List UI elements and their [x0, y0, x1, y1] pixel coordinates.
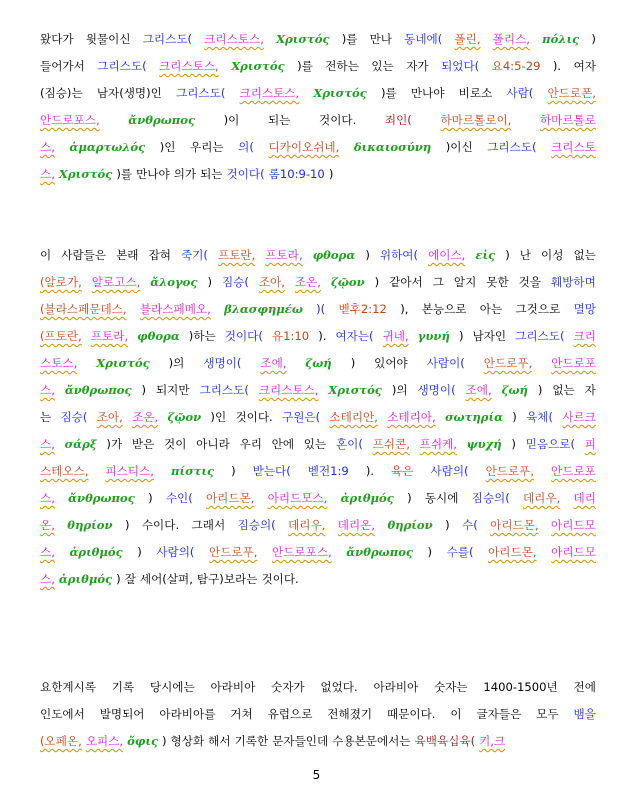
text-run: )	[427, 545, 433, 559]
text-line	[40, 543, 596, 561]
text-run: 아리드몬,	[490, 518, 539, 532]
text-run: 전하는	[325, 59, 359, 73]
text-line	[40, 246, 596, 264]
text-run: 이	[40, 248, 52, 262]
text-run: 는	[40, 410, 52, 424]
text-run: )를	[380, 86, 397, 100]
text-run: 폴리스,	[492, 32, 530, 46]
text-run: 글자들은	[476, 707, 522, 721]
text-run: 조에,	[465, 383, 492, 397]
text-run: 없는	[552, 383, 575, 397]
text-run: 크리스토스,	[159, 59, 219, 73]
text-run: 귀네,	[382, 329, 409, 343]
text-run: )	[458, 329, 464, 343]
text-run: )	[512, 410, 517, 424]
text-run: 없는	[573, 248, 596, 262]
text-run: )	[350, 356, 356, 370]
text-run: )	[162, 734, 167, 748]
text-run: Χριστός	[328, 383, 382, 397]
text-run: 있어야	[374, 356, 408, 370]
text-run: 소테리안,	[329, 410, 378, 424]
text-run: 조온,	[132, 410, 159, 424]
text-run: 잘	[124, 572, 136, 586]
text-run: 전에	[573, 680, 596, 694]
text-run: 아라비아	[373, 680, 419, 694]
text-run: 되는	[200, 167, 223, 181]
text-run: 스,	[40, 383, 55, 397]
text-run: 크리	[573, 329, 596, 343]
text-run: Χριστός	[276, 32, 330, 46]
text-run: 만나야	[136, 167, 170, 181]
text-run: 사람들은	[61, 248, 107, 262]
text-line	[40, 84, 596, 102]
text-run: 데리	[573, 491, 596, 505]
text-run: 생명이(	[417, 383, 456, 397]
text-run: 문자들인데	[272, 734, 329, 748]
text-run: 사람(	[506, 86, 534, 100]
text-run: 당시에는	[149, 680, 195, 694]
text-run: 것이다.	[319, 113, 357, 127]
text-run: Χριστός	[58, 167, 113, 181]
text-run: 조에,	[260, 356, 287, 370]
text-line	[40, 408, 596, 426]
text-run: 것이다(	[224, 329, 263, 343]
text-run: ἁμαρτωλός	[69, 140, 146, 154]
text-run: 육백육십육(	[414, 734, 476, 748]
text-run: 아리드모	[551, 545, 596, 559]
text-run: 자	[584, 383, 596, 397]
text-run: 못한	[486, 275, 509, 289]
text-run: 안드로포	[551, 356, 596, 370]
text-run: ἀριθμός	[58, 572, 113, 586]
text-run: 되었다(	[441, 59, 480, 73]
text-run: 스,	[40, 167, 55, 181]
text-line	[40, 57, 596, 75]
text-run: 비로소	[458, 86, 493, 100]
text-run: 여자	[573, 59, 596, 73]
text-run: 요한계시록	[40, 680, 96, 694]
text-run: 혼이(	[335, 437, 363, 451]
text-line	[40, 381, 596, 399]
text-run: θηρίον	[387, 518, 433, 532]
text-line	[40, 705, 596, 723]
text-run: 아라비아	[210, 680, 256, 694]
text-run: ψυχή	[466, 437, 502, 451]
text-run: 수인(	[165, 491, 193, 505]
text-run: 우리는	[190, 140, 224, 154]
text-run: )가	[106, 437, 123, 451]
text-run: ).	[552, 59, 562, 73]
text-run: 스,	[40, 545, 55, 559]
text-run: )	[137, 545, 142, 559]
text-run: 안드로푸,	[483, 356, 533, 370]
text-run: 벧후2:12	[338, 302, 387, 316]
text-run: 스,	[40, 572, 55, 586]
text-run: 윗물이신	[85, 32, 131, 46]
text-run: 크리스토스,	[239, 86, 300, 100]
text-run: 크리스토스,	[204, 32, 264, 46]
text-line	[40, 327, 596, 345]
text-run: )이신	[445, 140, 473, 154]
text-run: ἀριθμός	[69, 545, 123, 559]
text-line	[40, 138, 596, 156]
text-line	[40, 489, 596, 507]
text-run: 스,	[40, 491, 55, 505]
text-run: 되지만	[155, 383, 190, 397]
text-run: )	[374, 275, 380, 289]
text-run: )	[537, 383, 543, 397]
text-run: 안드로포	[551, 464, 596, 478]
text-run: 안드로포스,	[272, 545, 332, 559]
text-run: 아리드모	[551, 518, 596, 532]
text-run: 오피스,	[85, 734, 124, 748]
text-run: 에이스,	[428, 248, 466, 262]
text-run: 그리스도(	[176, 86, 226, 100]
text-run: 받는다(	[252, 464, 291, 478]
text-run: )	[511, 437, 516, 451]
text-run: 전해졌기	[327, 707, 373, 721]
text-run: 본능으로	[421, 302, 467, 316]
text-run: 이성	[541, 248, 564, 262]
text-run: 믿음으로(	[525, 437, 576, 451]
text-run: ζῷον	[330, 275, 365, 289]
text-run: 난	[519, 248, 531, 262]
text-run: )	[407, 491, 412, 505]
text-run: 안에	[271, 437, 295, 451]
text-run: σάρξ	[64, 437, 97, 451]
text-run: 기록	[111, 680, 135, 694]
text-line	[40, 354, 596, 372]
text-run: 것이다.	[261, 572, 299, 586]
text-line	[40, 435, 596, 453]
text-run: 그	[432, 275, 444, 289]
text-run: )를	[116, 167, 133, 181]
text-line	[40, 516, 596, 534]
text-line	[40, 462, 596, 480]
text-run: 짐승의(	[237, 518, 276, 532]
text-run: 벧전1:9	[307, 464, 349, 478]
text-run: 그리스도(	[487, 140, 537, 154]
text-run: 들어가서	[40, 59, 85, 73]
text-run: 받은	[131, 437, 155, 451]
text-run: 육체(	[526, 410, 554, 424]
text-run: 이	[450, 707, 462, 721]
text-run: ἄνθρωπος	[64, 383, 132, 397]
text-run: 크리스토	[551, 140, 596, 154]
text-run: 훼방하며	[551, 275, 596, 289]
text-run: )인	[159, 140, 176, 154]
text-run: )	[328, 167, 334, 181]
text-run: 롬10:9-10	[268, 167, 325, 181]
text-run: 그리스도(	[97, 59, 147, 73]
text-run: 스테오스,	[40, 464, 89, 478]
text-run: θηρίον	[67, 518, 113, 532]
text-run: 구원은(	[282, 410, 321, 424]
text-run: )이	[223, 113, 240, 127]
text-run: 것이다(	[226, 167, 265, 181]
text-run: 조아,	[96, 410, 123, 424]
text-run: 죽기(	[181, 248, 208, 262]
text-run: 여자는(	[335, 329, 374, 343]
text-run: 짐승(	[60, 410, 88, 424]
text-run: ἄλογος	[150, 275, 198, 289]
text-run: 되는	[267, 113, 291, 127]
text-run: 짐승(	[221, 275, 249, 289]
text-run: )	[148, 491, 153, 505]
text-run: 하마르톨로이,	[440, 113, 512, 127]
text-run: 스토스,	[40, 356, 78, 370]
text-line	[40, 732, 596, 750]
text-run: γυνή	[417, 329, 450, 343]
text-run: 아니라	[196, 437, 230, 451]
text-run: 디카이오쉬네,	[268, 140, 340, 154]
text-run: 사람의(	[156, 545, 195, 559]
text-run: )의	[168, 356, 185, 370]
text-run: 데리우,	[288, 518, 326, 532]
text-run: 수(	[462, 518, 478, 532]
text-run: 수용본문에서는	[332, 734, 411, 748]
text-run: φθορα	[137, 329, 180, 343]
text-line	[40, 30, 596, 48]
text-run: 안드로푸,	[485, 464, 535, 478]
text-run: )	[445, 518, 450, 532]
text-run: )	[141, 383, 147, 397]
text-run: 우리	[239, 437, 262, 451]
text-run: ),	[400, 302, 409, 316]
text-run: 소테리아,	[387, 410, 436, 424]
text-run: (프토란,	[40, 329, 82, 343]
text-run: )하는	[188, 329, 216, 343]
text-run: )를	[341, 32, 358, 46]
text-run: 뱀을	[573, 707, 596, 721]
text-run: 있는	[303, 437, 327, 451]
text-run: 유1:10	[271, 329, 310, 343]
text-run: 거쳐	[230, 707, 253, 721]
text-run: 안드로폰,	[547, 86, 596, 100]
text-run: 수이다.	[141, 518, 180, 532]
text-run: ὄφις	[127, 734, 159, 748]
text-run: βλασφημέω	[224, 302, 303, 316]
text-run: 죄인(	[384, 113, 412, 127]
text-run: 아리드몬,	[488, 545, 537, 559]
text-run: )	[116, 572, 121, 586]
text-run: )인	[210, 410, 227, 424]
text-run: 1400-1500년	[483, 680, 558, 694]
text-line	[40, 111, 596, 129]
text-run: 요4:5-29	[491, 59, 541, 73]
text-run: 조온,	[294, 275, 321, 289]
text-run: 자가	[406, 59, 429, 73]
text-run: 스,	[40, 437, 55, 451]
text-run: (알로가,	[40, 275, 82, 289]
text-run: 만나	[369, 32, 392, 46]
text-run: Χριστός	[96, 356, 150, 370]
text-run: 데리온,	[337, 518, 376, 532]
text-run: 피스티스,	[105, 464, 154, 478]
text-run: 모두	[536, 707, 559, 721]
text-run: ἄνθρωπος	[128, 113, 196, 127]
text-run: ).	[318, 329, 327, 343]
text-run: 유럽으로	[267, 707, 313, 721]
text-run: 조아,	[258, 275, 285, 289]
text-run: 알지	[453, 275, 477, 289]
text-run: 것이다.	[235, 410, 273, 424]
text-run: 숫자가	[271, 680, 305, 694]
text-run: 하마르톨로	[539, 113, 596, 127]
text-run: )	[505, 248, 510, 262]
text-run: 피	[584, 437, 596, 451]
text-run: 사람의(	[430, 464, 469, 478]
text-run: 그래서	[191, 518, 226, 532]
text-run: 프토란,	[218, 248, 256, 262]
text-run: 키,크	[479, 734, 506, 748]
text-run: 것이	[164, 437, 187, 451]
text-run: 기록한	[234, 734, 269, 748]
text-run: )	[124, 518, 130, 532]
text-run: 크리스토스,	[258, 383, 319, 397]
text-run: εἰς	[475, 248, 496, 262]
text-run: 프토라,	[90, 329, 129, 343]
text-run: )	[207, 275, 212, 289]
text-line	[40, 570, 596, 588]
text-run: 스,	[40, 140, 55, 154]
text-run: 동시에	[424, 491, 459, 505]
text-run: 사르크	[562, 410, 596, 424]
text-run: (오페온,	[40, 734, 82, 748]
text-line	[40, 273, 596, 291]
text-run: 의(	[238, 140, 254, 154]
text-run: )	[591, 32, 596, 46]
text-run: 생명이(	[203, 356, 242, 370]
text-run: 탐구)보라는	[196, 572, 258, 586]
text-run: 그리스도(	[142, 32, 193, 46]
text-run: 때문이다.	[387, 707, 436, 721]
text-run: ζωή	[305, 356, 332, 370]
text-run: 동네에(	[404, 32, 443, 46]
text-run: )	[365, 248, 370, 262]
text-run: 것을	[518, 275, 542, 289]
text-run: )를	[297, 59, 313, 73]
text-run: 만나야	[410, 86, 445, 100]
text-run: 그리스도(	[515, 329, 565, 343]
text-run: )의	[391, 383, 408, 397]
text-run: 프토라,	[265, 248, 303, 262]
text-run: 폴린,	[454, 32, 481, 46]
text-run: φθορα	[312, 248, 356, 262]
text-run: 해서	[208, 734, 231, 748]
text-run: 형상화	[170, 734, 205, 748]
text-run: 본래	[116, 248, 139, 262]
text-run: 잡혀	[148, 248, 171, 262]
text-run: δικαιοσύνη	[353, 140, 432, 154]
text-run: 프쉬콘,	[372, 437, 410, 451]
text-run: )	[231, 464, 236, 478]
text-run: 숫자는	[434, 680, 468, 694]
text-line	[40, 678, 596, 696]
page-number: 5	[312, 768, 321, 782]
text-run: 남자인	[472, 329, 507, 343]
text-run: (짐승)는	[40, 86, 83, 100]
text-run: 남자(생명)인	[96, 86, 162, 100]
text-run: 왔다가	[40, 32, 74, 46]
text-run: ἄνθρωπος	[346, 545, 413, 559]
text-run: 아는	[479, 302, 503, 316]
text-run: 인도에서	[40, 707, 85, 721]
text-run: 아라비아를	[159, 707, 216, 721]
text-run: ἀριθμός	[340, 491, 394, 505]
text-run: 프쉬케,	[419, 437, 457, 451]
text-run: 멸망	[573, 302, 596, 316]
text-run: πίστις	[170, 464, 215, 478]
text-run: 블라스페메오,	[139, 302, 211, 316]
text-run: 그리스도(	[199, 383, 249, 397]
text-run: 사람이(	[426, 356, 465, 370]
text-run: ).	[365, 464, 375, 478]
text-run: 안드로푸,	[209, 545, 258, 559]
text-run: 같아서	[389, 275, 423, 289]
text-run: ζωή	[501, 383, 528, 397]
text-run: 아리드모스,	[267, 491, 328, 505]
text-run: 세어(살펴,	[139, 572, 193, 586]
text-run: σωτηρία	[444, 410, 504, 424]
text-run: 안드로포스,	[40, 113, 100, 127]
text-run: ζῷον	[167, 410, 202, 424]
text-run: Χριστός	[231, 59, 285, 73]
text-run: 육은	[391, 464, 414, 478]
text-line	[40, 165, 596, 183]
text-run: )(	[316, 302, 326, 316]
text-run: 있는	[371, 59, 394, 73]
text-run: (블라스페문데스,	[40, 302, 127, 316]
text-run: 아리드몬,	[205, 491, 255, 505]
text-run: 의가	[173, 167, 197, 181]
text-run: 발명되어	[99, 707, 145, 721]
text-run: 온,	[40, 518, 55, 532]
text-line	[40, 300, 596, 318]
text-run: Χριστός	[313, 86, 367, 100]
text-run: 데리우,	[522, 491, 561, 505]
text-run: 그것으로	[515, 302, 561, 316]
text-run: 짐승의(	[471, 491, 510, 505]
text-run: ἄνθρωπος	[68, 491, 135, 505]
text-run: πόλις	[542, 32, 580, 46]
text-run: 없었다.	[320, 680, 358, 694]
text-run: 알로고스,	[91, 275, 141, 289]
text-run: 위하여(	[379, 248, 419, 262]
text-run: 수를(	[446, 545, 474, 559]
